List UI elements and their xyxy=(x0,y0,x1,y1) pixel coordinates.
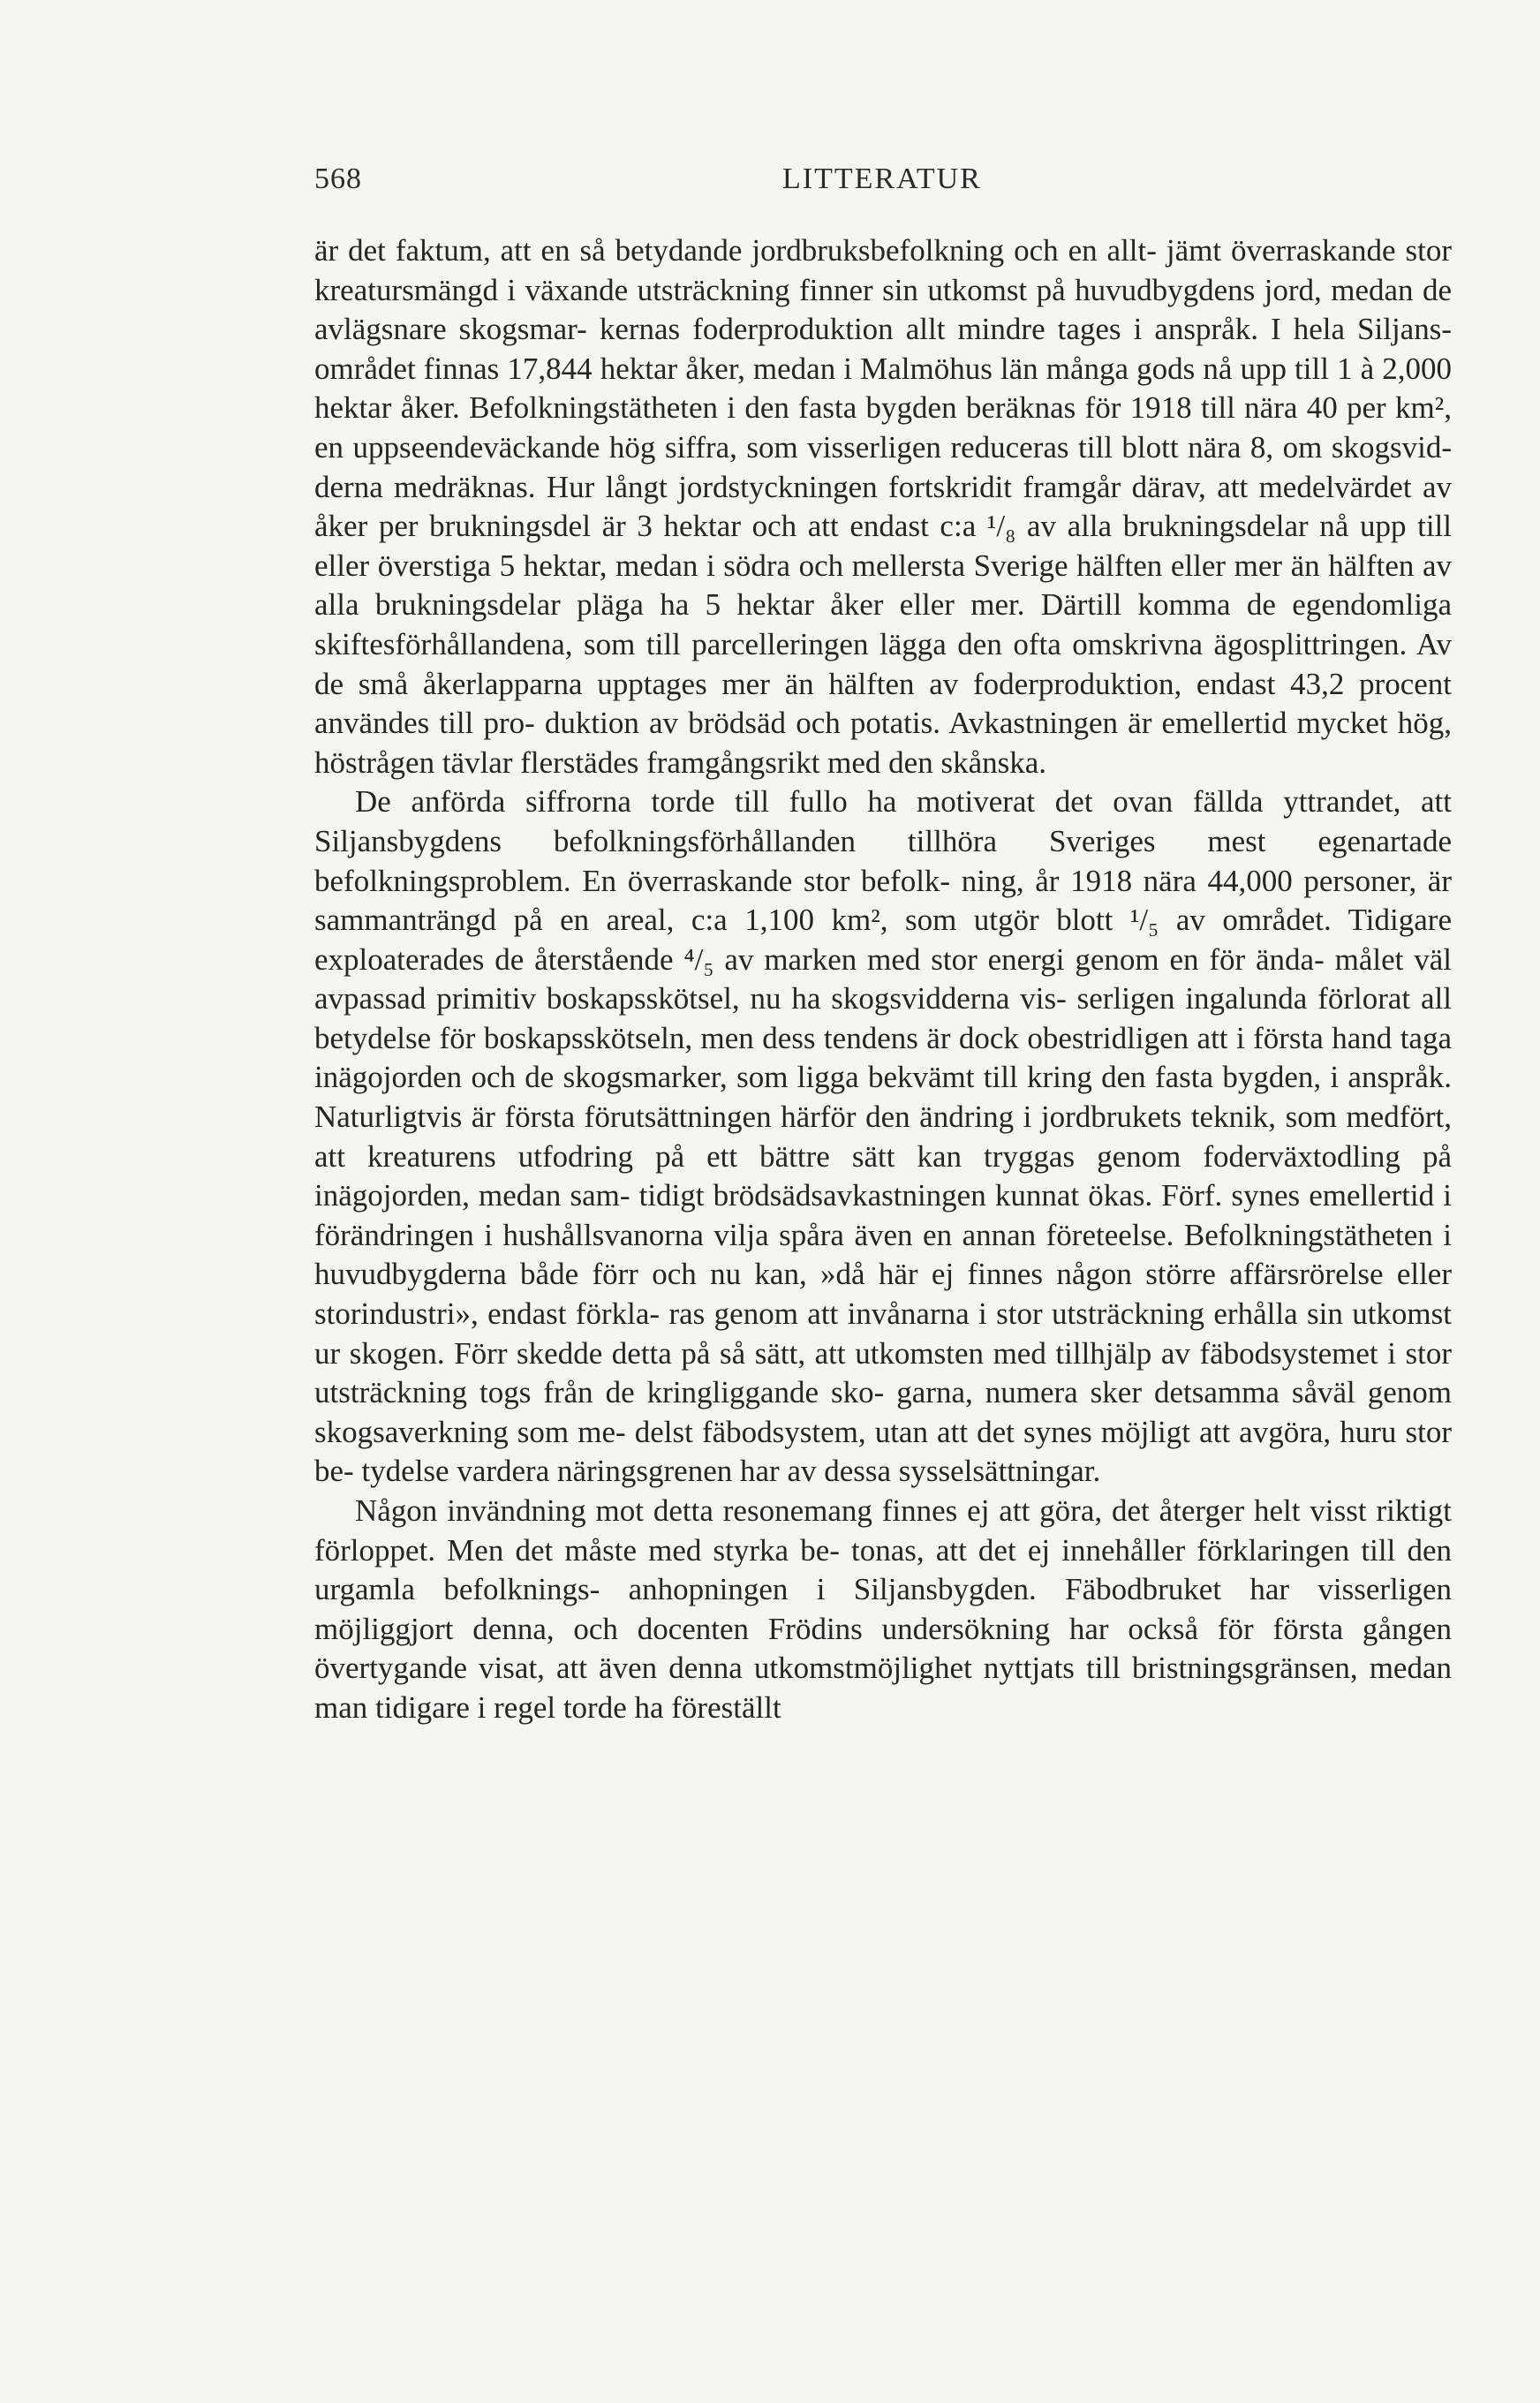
paragraph-2: De anförda siffrorna torde till fullo ha motiverat det ovan fällda yttrandet, att Siljansbygdens befolkningsförhållanden tillhöra Sveriges mest egenartade befolkningsproblem. En överraskande stor befolk- ning, år 1918 nära 44,000 personer, är sammanträngd på en areal, c:a 1,100 km², som utgör blott ¹/₅ av området. Tidigare exploaterades de återstående ⁴/₅ av marken med stor energi genom en för ända- målet väl avpassad primitiv boskapsskötsel, nu ha skogsvidderna vis- serligen ingalunda förlorat all betydelse för boskapsskötseln, men dess tendens är dock obestridligen att i första hand taga inägojorden och de skogsmarker, som ligga bekvämt till kring den fasta bygden, i anspråk. Naturligtvis är första förutsättningen härför den ändring i jordbrukets teknik, som medfört, att kreaturens utfodring på ett bättre sätt kan tryggas genom foderväxtodling på inägojorden, medan sam- tidigt brödsädsavkastningen kunnat ökas. Förf. synes emellertid i förändringen i hushållsvanorna vilja spåra även en annan företeelse. Befolkningstätheten i huvudbygderna både förr och nu kan, »då här ej finnes någon större affärsrörelse eller storindustri», endast förkla- ras genom att invånarna i stor utsträckning erhålla sin utkomst ur skogen. Förr skedde detta på så sätt, att utkomsten med tillhjälp av fäbodsystemet i stor utsträckning togs från de kringliggande sko- garna, numera sker detsamma såväl genom skogsaverkning som me- delst fäbodsystem, utan att det synes möjligt att avgöra, huru stor be- tydelse vardera näringsgrenen har av dessa sysselsättningar. xyxy=(314,784,1452,1489)
running-title: LITTERATUR xyxy=(782,162,982,195)
running-head xyxy=(314,162,1452,207)
page-number: 568 xyxy=(314,162,362,195)
paragraph-3: Någon invändning mot detta resonemang finnes ej att göra, det återger helt visst riktigt förloppet. Men det måste med styrka be- tonas, att det ej innehåller förklaringen till den urgamla befolknings- anhopningen i Siljansbygden. Fäbodbruket har visserligen möjliggjort denna, och docenten Frödins undersökning har också för första gången övertygande visat, att även denna utkomstmöjlighet nyttjats till bristningsgränsen, medan man tidigare i regel torde ha föreställt xyxy=(314,1493,1452,1725)
paragraph-1: är det faktum, att en så betydande jordbruksbefolkning och en allt- jämt överraskande stor kreatursmängd i växande utsträckning finner sin utkomst på huvudbygdens jord, medan de avlägsnare skogsmar- kernas foderproduktion allt mindre tages i anspråk. I hela Siljans- området finnas 17,844 hektar åker, medan i Malmöhus län många gods nå upp till 1 à 2,000 hektar åker. Befolkningstätheten i den fasta bygden beräknas för 1918 till nära 40 per km², en uppseendeväckande hög siffra, som visserligen reduceras till blott nära 8, om skogsvid- derna medräknas. Hur långt jordstyckningen fortskridit framgår därav, att medelvärdet av åker per brukningsdel är 3 hektar och att endast c:a ¹/₈ av alla brukningsdelar nå upp till eller överstiga 5 hektar, medan i södra och mellersta Sverige hälften eller mer än hälften av alla brukningsdelar pläga ha 5 hektar åker eller mer. Därtill komma de egendomliga skiftesförhållandena, som till parcelleringen lägga den ofta omskrivna ägosplittringen. Av de små åkerlapparna upptages mer än hälften av foderproduktion, endast 43,2 procent användes till pro- duktion av brödsäd och potatis. Avkastningen är emellertid mycket hög, höstrågen tävlar flerstädes framgångsrikt med den skånska. xyxy=(314,233,1452,780)
body-text xyxy=(314,231,1452,1728)
